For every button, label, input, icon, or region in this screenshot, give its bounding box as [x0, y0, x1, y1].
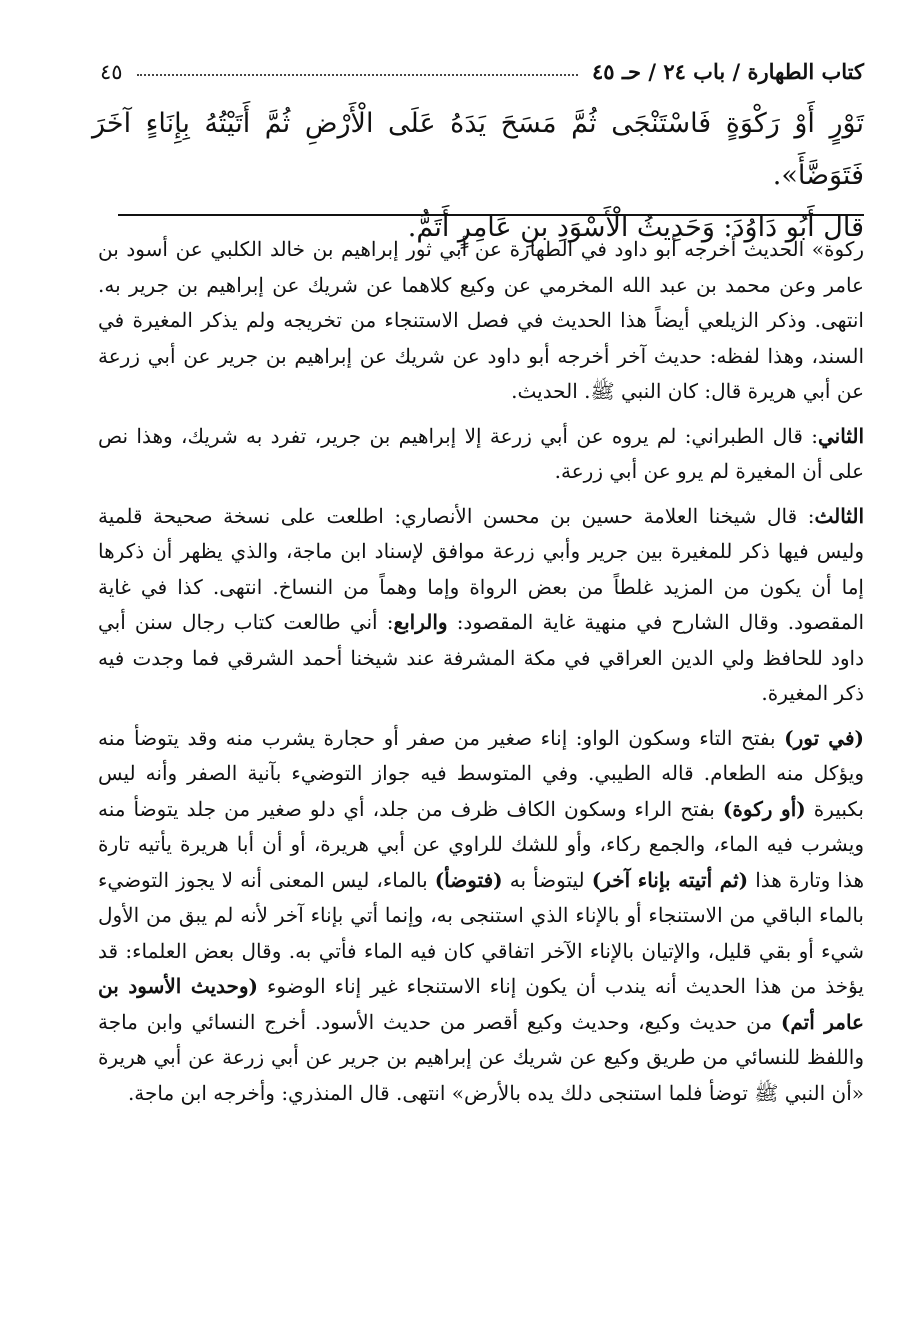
- commentary-paragraph: [98, 721, 864, 1112]
- running-title: كتاب الطهارة / باب ٢٤ / حـ ٤٥: [592, 59, 864, 84]
- separator-rule: [118, 214, 864, 216]
- hadith-line: تَوْرٍ أَوْ رَكْوَةٍ فَاسْتَنْجَى ثُمَّ مَسَحَ يَدَهُ عَلَى الْأَرْضِ ثُمَّ أَتَيْتُهُ بِإِنَاءٍ آخَرَ فَتَوَضَّأَ».: [92, 108, 864, 191]
- quoted-phrase: (فتوضأ): [434, 867, 503, 892]
- paragraph-lead: الثاني: [817, 423, 864, 448]
- commentary-text: من حديث وكيع، وحديث وكيع أقصر من حديث الأسود. أخرج النسائي وابن ماجة واللفظ للنسائي من طريق وكيع عن شريك عن إبراهيم بن جرير عن أبي زرعة عن أبي هريرة «أن النبي ﷺ توضأ فلما استنجى دلك يده بالأرض» انتهى. قال المنذري: وأخرجه ابن ماجة.: [98, 1009, 864, 1105]
- page-number: ٤٥: [100, 60, 123, 84]
- commentary-text: : قال الطبراني: لم يروه عن أبي زرعة إلا إبراهيم بن جرير، تفرد به شريك، وهذا نص على أن المغيرة لم يرو عن أبي زرعة.: [98, 423, 864, 483]
- quoted-phrase: (أو ركوة): [722, 796, 806, 821]
- commentary-text: ليتوضأ به: [502, 867, 592, 892]
- commentary-text: ركوة» الحديث أخرجه أبو داود في الطهارة عن أبي ثور إبراهيم بن خالد الكلبي عن أسود بن عامر وعن محمد بن عبد الله المخرمي عن وكيع كلاهما عن شريك عن إبراهيم بن جرير به. انتهى. وذكر الزيلعي أيضاً هذا الحديث في فصل الاستنجاء من تخريجه ولم يذكر المغيرة في السند، وهذا لفظه: حديث آخر أخرجه أبو داود عن شريك عن إبراهيم بن جرير عن أبي زرعة عن أبي هريرة قال: كان النبي ﷺ. الحديث.: [98, 237, 864, 403]
- commentary-text: بالماء، ليس المعنى أنه لا يجوز التوضيء بالماء الباقي من الاستنجاء أو بالإناء الذي استنجى به، وإنما أتي بإناء آخر لأنه لم يبق من الأول شيء أو بقي قليل، والإتيان بالإناء الآخر اتفاقي كان فيه الماء فأتي به. وقال بعض العلماء: قد يؤخذ من هذا الحديث أنه يندب أن يكون إناء الاستنجاء غير إناء الوضوء: [98, 867, 864, 998]
- commentary-paragraph: [98, 419, 864, 490]
- commentary: [98, 232, 864, 1120]
- commentary-text: بفتح التاء وسكون الواو: إناء صغير من صفر أو حجارة يشرب منه وقد يتوضأ منه ويؤكل منه الطعام. قاله الطيبي. وفي المتوسط فيه جواز التوضيء بآنية الصفر وأنه ليس بكبيرة: [98, 725, 864, 821]
- quoted-phrase: (في تور): [784, 725, 864, 750]
- paragraph-lead: والرابع: [393, 610, 448, 634]
- quoted-phrase: (وحديث الأسود بن عامر أتم): [98, 974, 864, 1034]
- commentary-text: بفتح الراء وسكون الكاف ظرف من جلد، أي دلو صغير من جلد يتوضأ منه ويشرب فيه الماء، والجمع ركاء، وأو للشك للراوي عن أبي هريرة، أو أن أبا هريرة يأتيه تارة هذا وتارة هذا: [98, 796, 864, 892]
- commentary-text: : قال شيخنا العلامة حسين بن محسن الأنصاري: اطلعت على نسخة صحيحة قلمية وليس فيها ذكر للمغيرة بين جرير وأبي زرعة موافق لإسناد ابن ماجة، والذي يظهر أن ذكرها إما أن يكون من المزيد غلطاً من بعض الرواة وإما وهماً من النساخ. انتهى. كذا في غاية المقصود. وقال الشارح في منهية غاية المقصود:: [98, 503, 865, 634]
- commentary-paragraph: [98, 499, 864, 712]
- running-header: [100, 44, 864, 84]
- commentary-text: : أني طالعت كتاب رجال سنن أبي داود للحافظ ولي الدين العراقي في مكة المشرفة عند شيخنا أحمد الشرقي فما وجدت فيه ذكر المغيرة.: [98, 610, 864, 705]
- commentary-paragraph: [98, 232, 864, 410]
- hadith-text: [92, 98, 864, 254]
- quoted-phrase: (ثم أتيته بإناء آخر): [591, 867, 749, 892]
- hadith-line: قال أَبُو دَاوُدَ: وَحَدِيثُ الْأَسْوَدِ بنِ عَامِرٍ أَتَمُّ.: [407, 212, 864, 243]
- paragraph-lead: الثالث: [814, 503, 864, 528]
- dotted-leader: [137, 74, 578, 76]
